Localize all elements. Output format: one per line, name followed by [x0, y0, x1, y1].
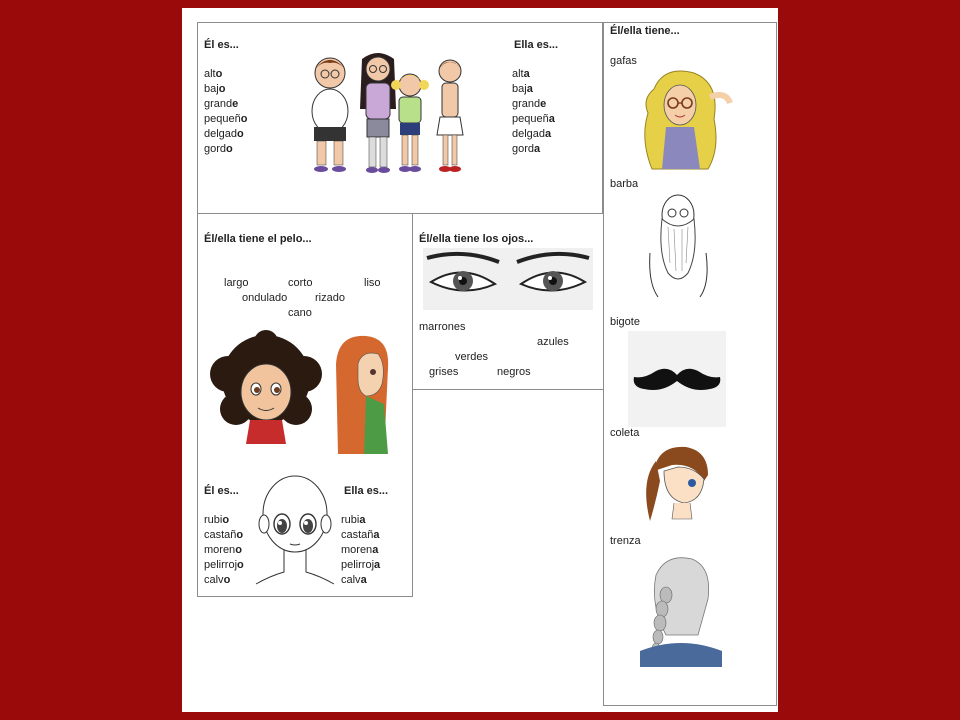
word-stem: pequeñ	[204, 113, 241, 125]
word-ending: o	[222, 514, 230, 526]
hair-heading: Él/ella tiene el pelo...	[204, 233, 312, 245]
adjective-word	[341, 528, 380, 543]
hair-she-heading: Ella es...	[344, 485, 389, 497]
word-ending: o	[237, 128, 244, 140]
feature-label-trenza: trenza	[610, 535, 641, 547]
word-stem: castañ	[204, 529, 237, 541]
word-stem: calv	[204, 574, 224, 586]
word-ending: o	[215, 68, 223, 80]
word-ending: a	[359, 514, 366, 526]
long-red-hair-girl-illustration	[328, 334, 398, 459]
eye-color-marrones: marrones	[419, 321, 466, 333]
hair-word-rizado: rizado	[315, 292, 345, 304]
chubby-boy-figure	[312, 58, 348, 172]
word-ending: a	[548, 113, 555, 125]
eye-color-negros: negros	[497, 366, 531, 378]
eyes-box	[412, 213, 604, 390]
word-stem: grand	[512, 98, 541, 110]
word-ending: o	[236, 529, 244, 541]
adjective-word	[204, 97, 247, 112]
tall-girl-figure	[360, 53, 396, 173]
word-ending: o	[226, 143, 233, 155]
feature-label-coleta: coleta	[610, 427, 640, 439]
feature-label-gafas: gafas	[610, 55, 637, 67]
features-box	[603, 22, 777, 706]
adjective-word	[341, 573, 380, 588]
she-heading: Ella es...	[514, 39, 559, 51]
word-ending: a	[523, 68, 530, 80]
adjective-word	[512, 142, 555, 157]
word-stem: alt	[512, 68, 524, 80]
word-stem: moren	[341, 544, 373, 556]
word-stem: rubi	[341, 514, 360, 526]
hair-word-liso: liso	[364, 277, 381, 289]
word-ending: a	[526, 83, 533, 95]
kids-illustration	[300, 49, 480, 179]
hair-he-word-list	[204, 513, 244, 588]
features-heading: Él/ella tiene...	[610, 25, 680, 37]
he-heading: Él es...	[204, 39, 239, 51]
word-ending: o	[218, 83, 226, 95]
word-stem: delgad	[204, 128, 238, 140]
adjective-word	[204, 127, 247, 142]
word-stem: delgad	[512, 128, 546, 140]
word-ending: a	[373, 529, 380, 541]
adjective-word	[204, 543, 244, 558]
mustache-illustration	[628, 331, 726, 427]
word-ending: a	[374, 559, 381, 571]
adjective-word	[204, 67, 247, 82]
eye-color-grises: grises	[429, 366, 459, 378]
word-stem: grand	[204, 98, 233, 110]
word-ending: o	[237, 559, 244, 571]
hair-she-word-list	[341, 513, 380, 588]
hair-word-largo: largo	[224, 277, 249, 289]
word-ending: a	[534, 143, 541, 155]
word-stem: gord	[512, 143, 535, 155]
word-ending: e	[232, 98, 239, 110]
adjective-word	[204, 513, 244, 528]
adjective-word	[204, 82, 247, 97]
bearded-man-illustration	[644, 193, 714, 297]
word-ending: a	[545, 128, 552, 140]
feature-label-bigote: bigote	[610, 316, 640, 328]
eyes-illustration	[423, 248, 593, 310]
adjective-word	[341, 543, 380, 558]
braid-illustration	[636, 555, 726, 667]
adjective-word	[204, 112, 247, 127]
word-ending: a	[372, 544, 379, 556]
eyes-heading: Él/ella tiene los ojos...	[419, 233, 534, 245]
height-adjectives-box	[197, 22, 603, 214]
ponytail-girl-illustration	[634, 441, 724, 533]
adjective-word	[341, 558, 380, 573]
hair-box	[197, 213, 413, 597]
hair-word-ondulado: ondulado	[242, 292, 288, 304]
word-stem: pelirroj	[341, 559, 375, 571]
adjective-word	[204, 528, 244, 543]
worksheet-page	[182, 8, 778, 712]
glasses-girl-illustration	[634, 69, 734, 173]
word-ending: o	[235, 544, 242, 556]
blonde-girl-figure	[391, 74, 429, 172]
word-stem: baj	[204, 83, 219, 95]
she-word-list	[512, 67, 555, 157]
word-stem: pelirroj	[204, 559, 238, 571]
bald-face-illustration	[250, 472, 340, 590]
adjective-word	[512, 82, 555, 97]
eye-color-azules: azules	[537, 336, 569, 348]
hair-he-heading: Él es...	[204, 485, 239, 497]
adjective-word	[512, 127, 555, 142]
feature-label-barba: barba	[610, 178, 639, 190]
word-stem: calv	[341, 574, 361, 586]
eye-color-verdes: verdes	[455, 351, 489, 363]
adjective-word	[204, 573, 244, 588]
word-ending: o	[223, 574, 231, 586]
adjective-word	[512, 97, 555, 112]
skinny-boy-figure	[437, 60, 463, 172]
word-ending: a	[360, 574, 367, 586]
adjective-word	[204, 558, 244, 573]
word-stem: gord	[204, 143, 227, 155]
word-stem: moren	[204, 544, 236, 556]
word-stem: alt	[204, 68, 216, 80]
adjective-word	[512, 112, 555, 127]
word-stem: rubi	[204, 514, 223, 526]
adjective-word	[341, 513, 380, 528]
hair-word-corto: corto	[288, 277, 313, 289]
hair-word-cano: cano	[288, 307, 312, 319]
word-stem: baj	[512, 83, 527, 95]
word-stem: castañ	[341, 529, 374, 541]
word-stem: pequeñ	[512, 113, 549, 125]
adjective-word	[512, 67, 555, 82]
word-ending: o	[240, 113, 248, 125]
he-word-list	[204, 67, 247, 157]
curly-hair-girl-illustration	[206, 334, 326, 444]
word-ending: e	[540, 98, 547, 110]
adjective-word	[204, 142, 247, 157]
